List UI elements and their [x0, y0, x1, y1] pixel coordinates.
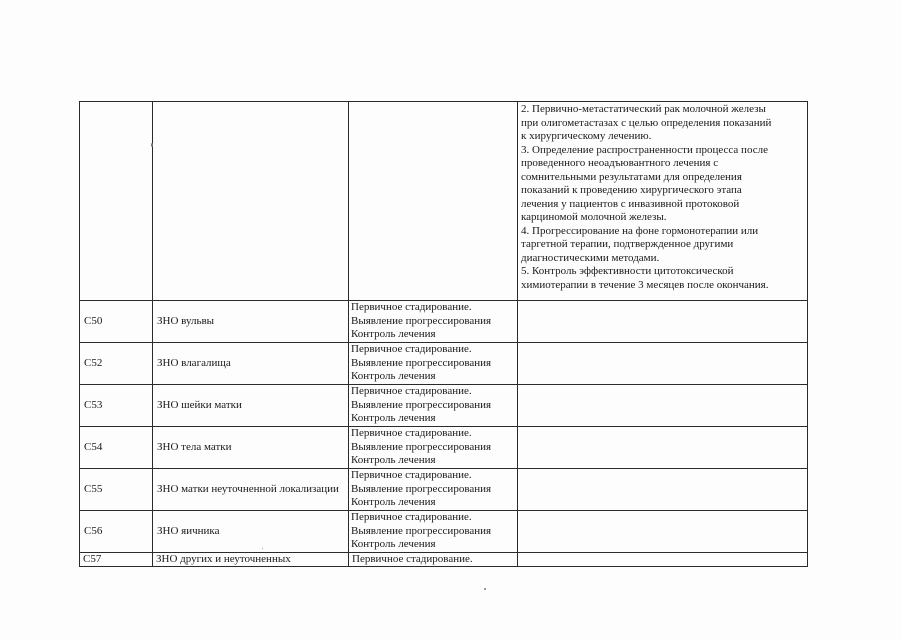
purpose-line: Контроль лечения: [351, 496, 436, 508]
purpose-line: Контроль лечения: [351, 412, 436, 424]
icd-code-cell: С56: [80, 511, 153, 553]
icd-code-cell: С55: [80, 469, 153, 511]
indication-line: 4. Прогрессирование на фоне гормонотерапии или: [521, 224, 759, 237]
indication-line: при олигометастазах с целью определения показаний: [521, 116, 772, 129]
purpose-line: Первичное стадирование.: [351, 343, 472, 355]
table-row: [80, 511, 808, 553]
scan-speck: [262, 548, 263, 549]
purpose-line: Контроль лечения: [351, 328, 436, 340]
purpose-line: Выявление прогрессирования: [351, 482, 492, 495]
indications-cell: [518, 301, 808, 343]
diagnosis-name-cell: ЗНО влагалища: [153, 343, 349, 385]
purpose-line: Контроль лечения: [351, 454, 436, 466]
indication-line: к хирургическому лечению.: [521, 130, 652, 142]
icd-code-cell: С54: [80, 427, 153, 469]
indications-cell: [518, 511, 808, 553]
indications-cell: [518, 102, 808, 301]
table-row: [80, 469, 808, 511]
purpose-cell: [349, 301, 518, 343]
indication-line: показаний к проведению хирургического этапа: [521, 184, 742, 196]
empty-code-cell: [80, 102, 153, 301]
table-row: [80, 301, 808, 343]
table-row: [80, 343, 808, 385]
diagnosis-name-cell: ЗНО яичника: [153, 511, 349, 553]
icd-code-cell: С50: [80, 301, 153, 343]
scan-speck: [151, 143, 153, 147]
icd-code-cell: С52: [80, 343, 153, 385]
purpose-line: Первичное стадирование.: [351, 469, 472, 481]
table-row: [80, 427, 808, 469]
empty-name-cell: [153, 102, 349, 301]
purpose-line: Выявление прогрессирования: [351, 356, 492, 369]
icd-code-cell: С57: [80, 553, 153, 567]
purpose-line: Выявление прогрессирования: [351, 524, 492, 537]
indication-line: 3. Определение распространенности процесса после: [521, 143, 768, 156]
indication-line: диагностическими методами.: [521, 251, 660, 264]
indication-line: химиотерапии в течение 3 месяцев после окончания.: [521, 278, 769, 291]
indication-line: 2. Первично-метастатический рак молочной железы: [521, 103, 766, 115]
diagnosis-name-cell: ЗНО вульвы: [153, 301, 349, 343]
indications-cell: [518, 343, 808, 385]
table-row: [80, 553, 808, 567]
purpose-line: Выявление прогрессирования: [351, 398, 492, 411]
purpose-line: Первичное стадирование.: [351, 511, 472, 523]
diagnosis-name-cell: ЗНО тела матки: [153, 427, 349, 469]
diagnosis-name-cell: ЗНО шейки матки: [153, 385, 349, 427]
indication-line: сомнительными результатами для определения: [521, 170, 742, 183]
diagnosis-name-cell: ЗНО матки неуточненной локализации: [153, 469, 349, 511]
purpose-cell: [349, 511, 518, 553]
purpose-line: Контроль лечения: [351, 538, 436, 550]
purpose-cell: [349, 385, 518, 427]
indication-line: карциномой молочной железы.: [521, 211, 667, 223]
table-row: [80, 385, 808, 427]
indication-line: таргетной терапии, подтвержденное другими: [521, 238, 734, 250]
indication-line: проведенного неоадъювантного лечения с: [521, 157, 719, 169]
diagnosis-name-cell: ЗНО других и неуточненных: [153, 553, 349, 567]
purpose-cell: [349, 343, 518, 385]
indication-line: лечения у пациентов с инвазивной протоковой: [521, 197, 740, 210]
purpose-cell: [349, 427, 518, 469]
empty-method-cell: [349, 102, 518, 301]
diagnosis-table: [79, 101, 808, 567]
icd-code-cell: С53: [80, 385, 153, 427]
table-row-continuation: [80, 102, 808, 301]
scan-speck: [484, 588, 486, 590]
purpose-line: Контроль лечения: [351, 370, 436, 382]
indications-cell: [518, 469, 808, 511]
indication-line: 5. Контроль эффективности цитотоксической: [521, 265, 734, 277]
purpose-line: Выявление прогрессирования: [351, 314, 492, 327]
purpose-line: Первичное стадирование.: [351, 427, 472, 439]
indications-cell: [518, 427, 808, 469]
purpose-cell: Первичное стадирование.: [349, 553, 518, 567]
purpose-line: Первичное стадирование.: [351, 385, 472, 397]
purpose-cell: [349, 469, 518, 511]
indications-cell: [518, 385, 808, 427]
purpose-line: Выявление прогрессирования: [351, 440, 492, 453]
purpose-line: Первичное стадирование.: [351, 301, 472, 313]
indications-cell: [518, 553, 808, 567]
